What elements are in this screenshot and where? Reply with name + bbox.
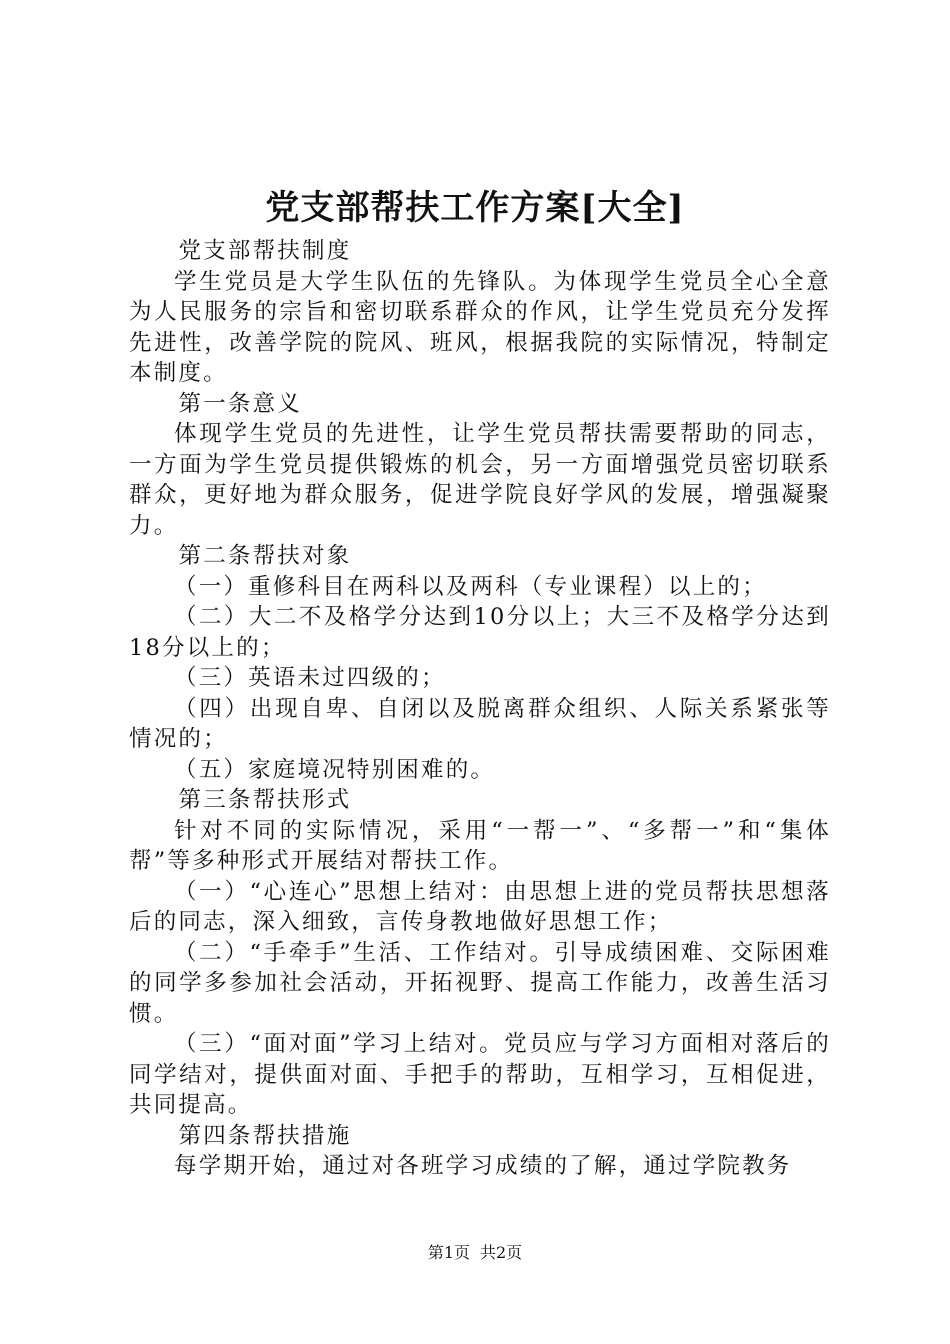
paragraph: 针对不同的实际情况，采用“一帮一”、“多帮一”和“集体帮”等多种形式开展结对帮扶工作。 [129, 817, 831, 874]
paragraph: 每学期开始，通过对各班学习成绩的了解，通过学院教务 [174, 1153, 792, 1179]
paragraph-subtitle: 党支部帮扶制度 [178, 238, 352, 264]
list-item: （二）“手牵手”生活、工作结对。引导成绩困难、交际困难的同学多参加社会活动，开拓视野、提高工作能力，改善生活习惯。 [129, 939, 831, 1027]
section-heading: 第三条帮扶形式 [178, 787, 352, 813]
paragraph: 体现学生党员的先进性，让学生党员帮扶需要帮助的同志，一方面为学生党员提供锻炼的机会，另一方面增强党员密切联系群众，更好地为群众服务，促进学院良好学风的发展，增强凝聚力。 [129, 421, 831, 539]
section-heading: 第一条意义 [178, 390, 303, 417]
page-footer [0, 1242, 950, 1264]
list-item: （一）“心连心”思想上结对：由思想上进的党员帮扶思想落后的同志，深入细致，言传身教地做好思想工作； [129, 878, 831, 935]
document-body [129, 236, 831, 1182]
document-title: 党支部帮扶工作方案[大全] [265, 188, 685, 228]
list-item: （一）重修科目在两科以及两科（专业课程）以上的； [174, 573, 767, 600]
section-heading: 第四条帮扶措施 [178, 1122, 352, 1149]
section-heading: 第二条帮扶对象 [178, 543, 352, 569]
list-item: （四）出现自卑、自闭以及脱离群众组织、人际关系紧张等情况的； [129, 695, 831, 752]
paragraph: 学生党员是大学生队伍的先锋队。为体现学生党员全心全意为人民服务的宗旨和密切联系群众的作风，让学生党员充分发挥先进性，改善学院的院风、班风，根据我院的实际情况，特制定本制度。 [129, 268, 831, 386]
page-number: 第1页 [427, 1243, 470, 1262]
page-total: 共2页 [480, 1243, 523, 1262]
list-item: （三）英语未过四级的； [174, 665, 446, 691]
list-item: （二）大二不及格学分达到10分以上；大三不及格学分达到18分以上的； [129, 604, 831, 661]
list-item: （五）家庭境况特别困难的。 [174, 756, 496, 783]
list-item: （三）“面对面”学习上结对。党员应与学习方面相对落后的同学结对，提供面对面、手把手的帮助，互相学习，互相促进，共同提高。 [129, 1031, 831, 1118]
